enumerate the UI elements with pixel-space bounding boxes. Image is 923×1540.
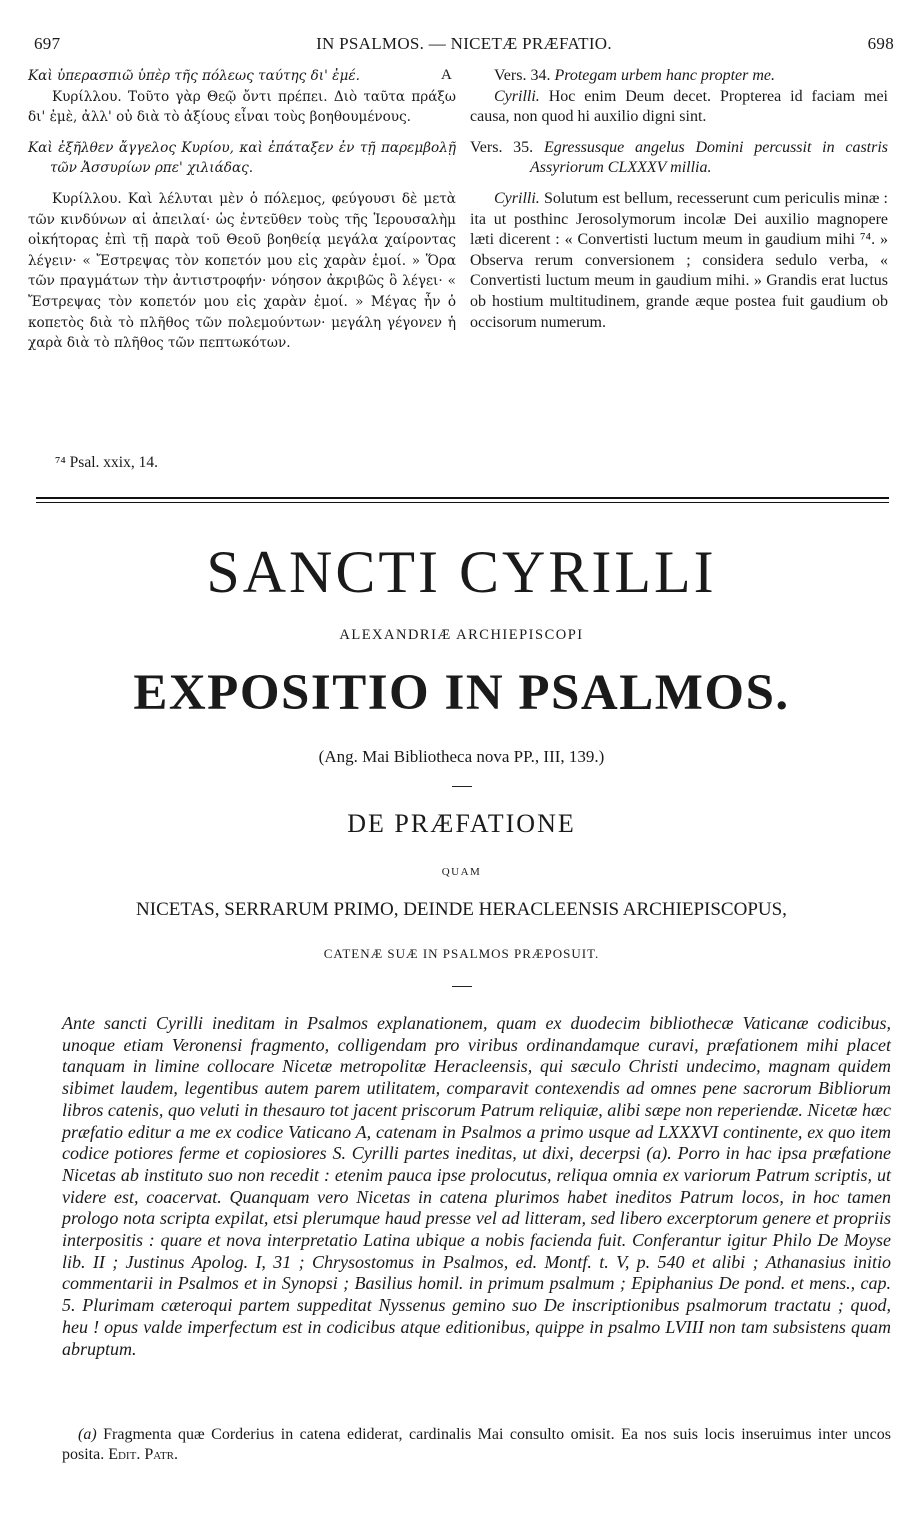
preface-paragraph: Ante sancti Cyrilli ineditam in Psalmos explanationem, quam ex duodecim bibliothecæ Vaticanæ codicibus, unoque etiam Veronensi fragmento, colligendam pro viribus ordinandamque curavi, præfationem mihi placet tanquam in limine collocare Nicetæ metropolitæ Heracleensis, qui sæculo Christi undecimo, magnam quidem sibimet laudem, legentibus autem parem utilitatem, comparavit contexendis ad omnes pene sacrorum Bibliorum libros catenis, quo veluti in thesauro tot jacent priscorum Patrum reliquiæ, alibi sæpe non reperiendæ. Nicetæ hæc præfatio editur a me ex codice Vaticano A, catenam in Psalmos a primo usque ad LXXXVI continente, ex quo item codice potiores ferme et copiosiores S. Cyrilli partes ineditas, ut dixi, decerpsi (a). Porro in hac ipsa præfatione Nicetas ab instituto suo non recedit : etenim pauca ipse prolocutus, reliqua omnia ex variorum Patrum scriptis, ut videre est, coacervat. Quanquam vero Nicetas in catena plurimos habet ineditos Patrum locos, in hoc tamen prologo nota scripta expilat, etsi plerumque haud presse vel ad litteram, sed libero excerptorum genere et propriis interpositis : quare et nova interpretatio Latina ubique a nobis facienda fuit. Conferantur igitur Philo De Moyse lib. II ; Justinus Apolog. I, 31 ; Chrysostomus in Psalmos, ed. Montf. t. V, p. 540 et alibi ; Athanasius initio commentarii in Psalmos et in Synopsi ; Basilius homil. in primum psalmum ; Epiphanius De pond. et mens., cap. 5. Plurimam cæteroqui partem suppeditat Nyssenus gemino suo De inscriptionibus psalmorum tractatu ; quod, heu ! opus valde imperfectum est in codicibus atque editionibus, quippe in psalmo LVIII non tam subsistens quam abruptum.	[62, 1013, 891, 1359]
running-title: IN PSALMOS. — NICETÆ PRÆFATIO.	[316, 34, 612, 53]
verse-35-label: Vers. 35.	[470, 138, 534, 156]
page-number-right: 698	[867, 34, 894, 53]
section-divider	[36, 497, 889, 503]
greek-verse-35: Καὶ ἐξῆλθεν ἄγγελος Κυρίου, καὶ ἐπάταξεν ἐν τῇ παρεμβολῇ τῶν Ἀσσυρίων ρπε' χιλιάδας.	[28, 139, 456, 177]
latin-cyril-comment-1	[470, 87, 888, 128]
footnote	[62, 1425, 891, 1465]
column-marker-a: A	[441, 67, 452, 83]
running-head	[34, 34, 894, 54]
greek-cyril-comment-2: Κυρίλλου. Καὶ λέλυται μὲν ὁ πόλεμος, φεύγουσι δὲ μετὰ τῶν κινδύνων αἱ ἀπειλαί· ὡς ἐντεῦθεν τοὺς τῆς Ἱερουσαλὴμ οἰκήτορας ἐπὶ τῇ παρὰ τοῦ Θεοῦ βοηθείᾳ μεγάλα χαίροντας λέγειν· « Ἔστρεψας τὸν κοπετόν μου εἰς χαρὰν ἐμοί. » Ὅρα τῶν πραγμάτων τὴν ἀντιστροφήν· νόησον ἀκριβῶς ὃ λέγει· « Ἔστρεψας τὸν κοπετόν μου εἰς χαρὰν ἐμοί. » Μέγας ἦν ὁ κοπετὸς διὰ τὸ πλῆθος τῶν πολεμούντων· μεγάλη γέγονεν ἡ χαρὰ διὰ τὸ πλῆθος τῶν πεπτωκότων.	[28, 190, 456, 352]
footnote-label: (a)	[78, 1426, 97, 1443]
verse-34-text: Protegam urbem hanc propter me.	[554, 67, 775, 84]
footnote-sign: Edit. Patr.	[108, 1446, 178, 1463]
preface-heading: DE PRÆFATIONE	[347, 809, 576, 838]
greek-column	[28, 66, 456, 354]
source-citation: (Ang. Mai Bibliotheca nova PP., III, 139.)	[318, 747, 605, 766]
latin-cyril-comment-2	[470, 189, 888, 333]
author-subtitle: ALEXANDRIÆ ARCHIEPISCOPI	[339, 627, 584, 643]
work-title: EXPOSITIO IN PSALMOS.	[133, 665, 790, 721]
cyril-text-1: Hoc enim Deum decet. Propterea id faciam mei causa, non quod hi auxilio digni sint.	[470, 87, 889, 126]
cyril-text-2: Solutum est bellum, recesserunt cum periculis minæ : ita ut posthinc Jerosolymorum incolæ Dei auxilio magnopere læti dicerent : « Convertisti luctum meum in gaudium mihi ⁷⁴. » Observa rerum conversionem ; considera sedulo verba, « Convertisti luctum meum in gaudium mihi. » Grandis erat luctus ob hostium multitudinem, grande æque postea fuit gaudium ob occisorum numerum.	[470, 189, 889, 331]
short-rule-2	[452, 986, 472, 987]
latin-verse-34	[470, 66, 888, 87]
short-rule-1	[452, 786, 472, 787]
cyril-label-2: Cyrilli.	[494, 189, 540, 207]
preface-body	[62, 1013, 891, 1360]
nicetas-line: NICETAS, SERRARUM PRIMO, DEINDE HERACLEENSIS ARCHIEPISCOPUS,	[136, 899, 787, 920]
latin-verse-35	[470, 138, 888, 179]
scripture-note: ⁷⁴ Psal. xxix, 14.	[55, 454, 158, 471]
cyril-label-1: Cyrilli.	[494, 87, 540, 105]
quam-label: QUAM	[441, 866, 482, 878]
latin-column	[470, 66, 888, 333]
footnote-text: Fragmenta quæ Corderius in catena ediderat, cardinalis Mai consulto omisit. Ea nos suis locis inseruimus inter uncos posita.	[62, 1426, 892, 1463]
verse-35-text: Egressusque angelus Domini percussit in castris Assyriorum CLXXXV millia.	[530, 138, 889, 177]
greek-cyril-comment-1: Κυρίλλου. Τοῦτο γὰρ Θεῷ ὄντι πρέπει. Διὸ ταῦτα πράξω δι' ἐμὲ, ἀλλ' οὐ διὰ τὸ ἀξίους εἶναι τοὺς βοηθουμένους.	[28, 88, 456, 126]
catenae-line: CATENÆ SUÆ IN PSALMOS PRÆPOSUIT.	[323, 946, 600, 961]
page-number-left: 697	[34, 34, 61, 53]
verse-34-label: Vers. 34.	[494, 67, 551, 84]
greek-verse-34: Καὶ ὑπερασπιῶ ὑπὲρ τῆς πόλεως ταύτης δι' ἐμέ.	[28, 68, 360, 84]
main-title: SANCTI CYRILLI	[206, 539, 717, 605]
